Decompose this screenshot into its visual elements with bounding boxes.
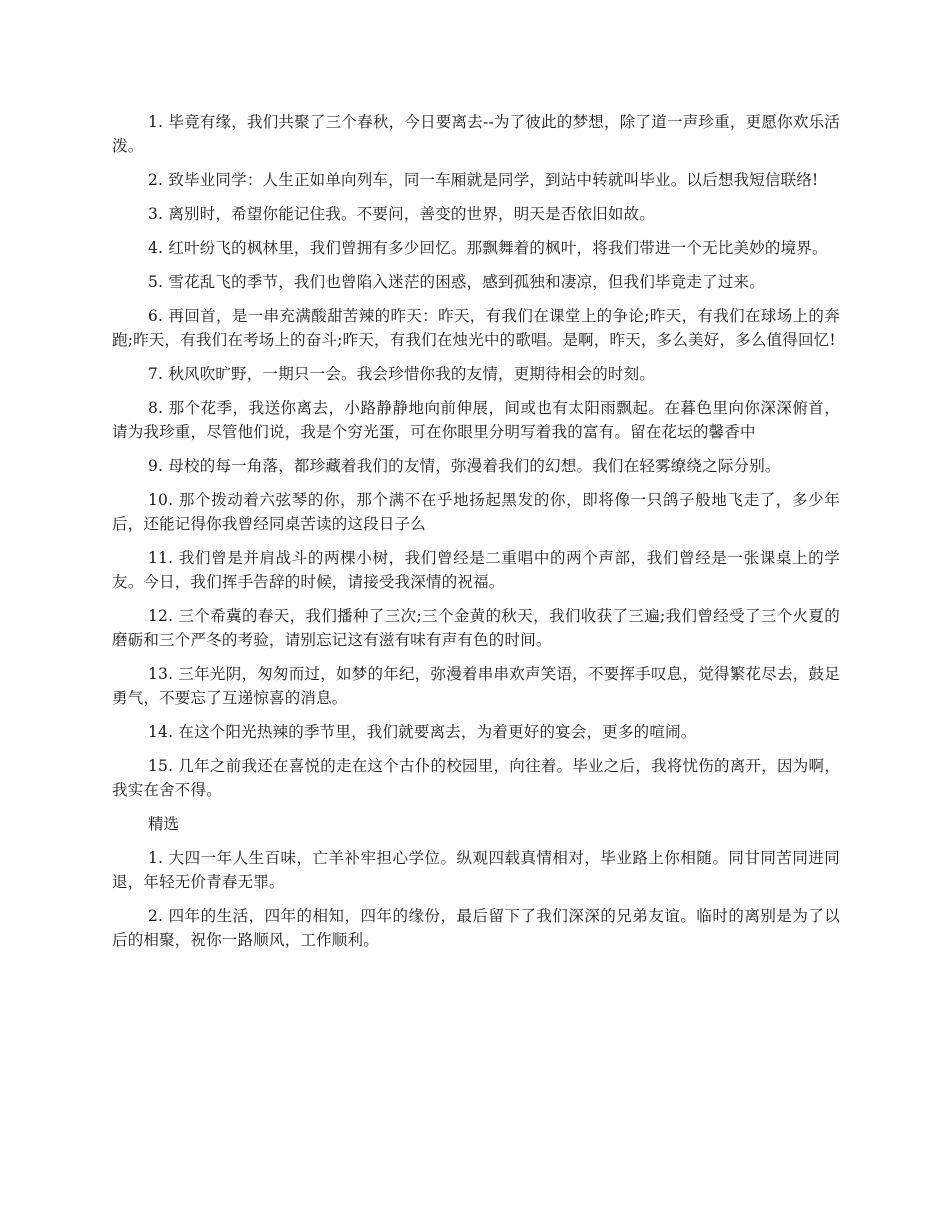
section-title: 精选 xyxy=(148,815,180,833)
paragraph-13: 13. 三年光阴，匆匆而过，如梦的年纪，弥漫着串串欢声笑语，不要挥手叹息，觉得繁花尽去，鼓足勇气，不要忘了互递惊喜的消息。 xyxy=(112,665,840,707)
paragraph-8: 8. 那个花季，我送你离去，小路静静地向前伸展，间或也有太阳雨飘起。在暮色里向你深深俯首，请为我珍重，尽管他们说，我是个穷光蛋，可在你眼里分明写着我的富有。留在花坛的馨香中 xyxy=(112,399,840,441)
paragraph-10: 10. 那个拨动着六弦琴的你，那个满不在乎地扬起黑发的你，即将像一只鸽子般地飞走了，多少年后，还能记得你我曾经同桌苦读的这段日子么 xyxy=(112,491,840,533)
paragraph-3: 3. 离别时，希望你能记住我。不要问，善变的世界，明天是否依旧如故。 xyxy=(148,205,656,223)
paragraph-5: 5. 雪花乱飞的季节，我们也曾陷入迷茫的困惑，感到孤独和凄凉，但我们毕竟走了过来。 xyxy=(148,273,765,291)
paragraph-12: 12. 三个希冀的春天，我们播种了三次;三个金黄的秋天，我们收获了三遍;我们曾经受了三个火夏的磨砺和三个严冬的考验，请别忘记这有滋有味有声有色的时间。 xyxy=(112,607,840,649)
document-page xyxy=(112,110,840,962)
paragraph-7: 7. 秋风吹旷野，一期只一会。我会珍惜你我的友情，更期待相会的时刻。 xyxy=(148,365,656,383)
paragraph-6: 6. 再回首，是一串充满酸甜苦辣的昨天：昨天，有我们在课堂上的争论;昨天，有我们在球场上的奔跑;昨天，有我们在考场上的奋斗;昨天，有我们在烛光中的歌唱。是啊，昨天，多么美好，多么值得回忆! xyxy=(112,307,840,349)
selected-paragraph-1: 1. 大四一年人生百味，亡羊补牢担心学位。纵观四载真情相对，毕业路上你相随。同甘同苦同进同退，年轻无价青春无罪。 xyxy=(112,849,840,891)
paragraph-9: 9. 母校的每一角落，都珍藏着我们的友情，弥漫着我们的幻想。我们在轻雾缭绕之际分别。 xyxy=(148,457,781,475)
paragraph-14: 14. 在这个阳光热辣的季节里，我们就要离去，为着更好的宴会，更多的喧闹。 xyxy=(148,723,697,741)
paragraph-2: 2. 致毕业同学：人生正如单向列车，同一车厢就是同学，到站中转就叫毕业。以后想我短信联络! xyxy=(148,171,819,189)
paragraph-11: 11. 我们曾是并肩战斗的两棵小树，我们曾经是二重唱中的两个声部，我们曾经是一张课桌上的学友。今日，我们挥手告辞的时候，请接受我深情的祝福。 xyxy=(112,549,840,591)
selected-paragraph-2: 2. 四年的生活，四年的相知，四年的缘份，最后留下了我们深深的兄弟友谊。临时的离别是为了以后的相聚，祝你一路顺风，工作顺利。 xyxy=(112,907,840,949)
paragraph-15: 15. 几年之前我还在喜悦的走在这个古仆的校园里，向往着。毕业之后，我将忧伤的离开，因为啊，我实在舍不得。 xyxy=(112,757,840,799)
paragraph-1: 1. 毕竟有缘，我们共聚了三个春秋，今日要离去--为了彼此的梦想，除了道一声珍重，更愿你欢乐活泼。 xyxy=(112,113,840,155)
paragraph-4: 4. 红叶纷飞的枫林里，我们曾拥有多少回忆。那飘舞着的枫叶，将我们带进一个无比美妙的境界。 xyxy=(148,239,828,257)
